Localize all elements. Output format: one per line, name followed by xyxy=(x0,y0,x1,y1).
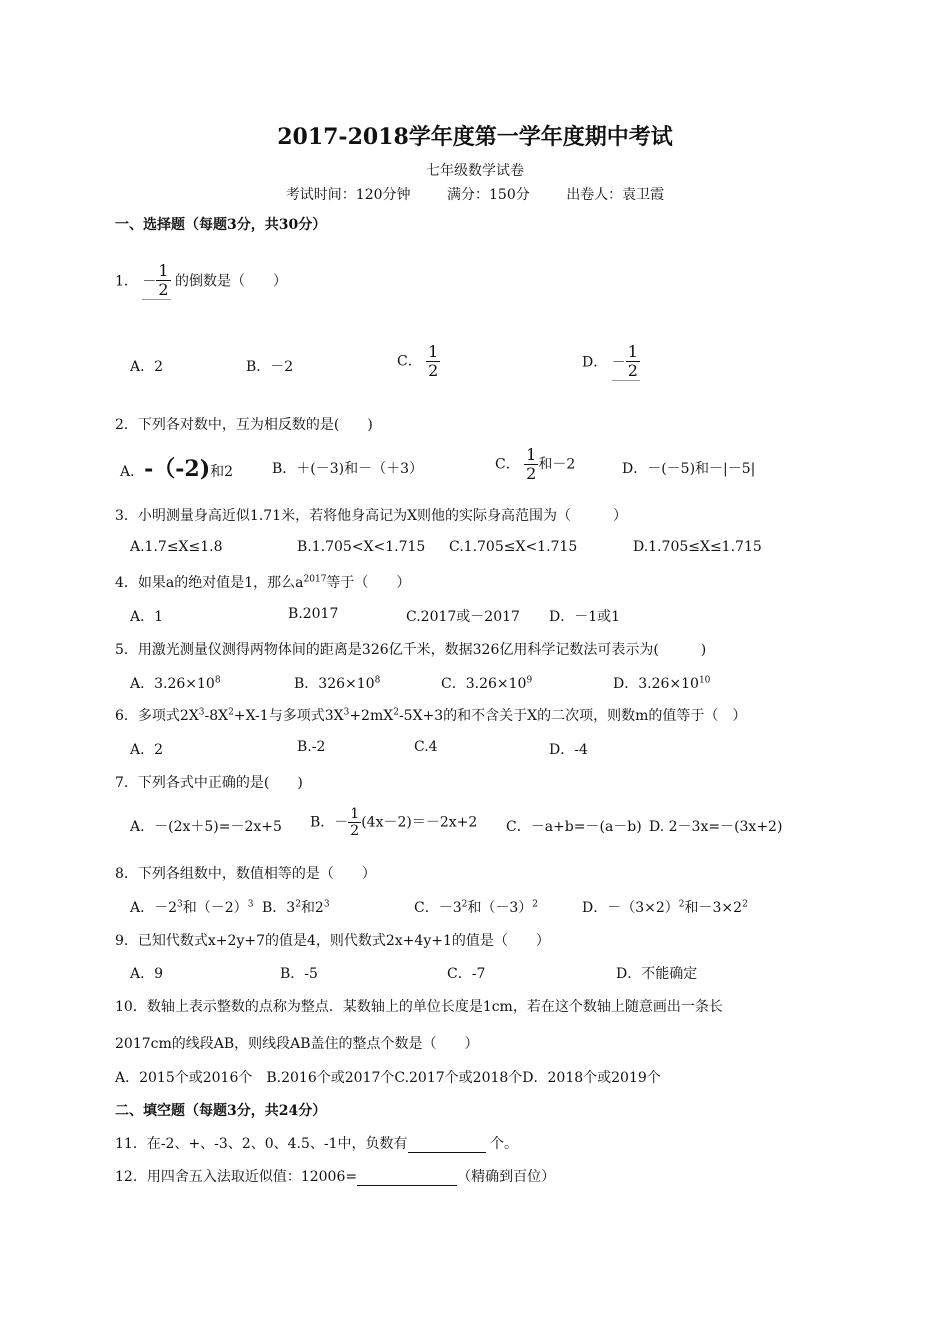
question-3-option-d: D.1.705≤X≤1.715 xyxy=(633,539,762,555)
fraction xyxy=(626,343,640,380)
question-text: +X-1与多项式3X xyxy=(233,708,344,724)
option-label: B．－ xyxy=(310,814,349,831)
question-8-option-d xyxy=(582,897,748,917)
fraction-numerator: 1 xyxy=(350,806,360,822)
exam-subtitle: 七年级数学试卷 xyxy=(426,163,524,179)
question-3-option-b: B.1.705<X<1.715 xyxy=(297,539,426,555)
question-7-option-d: D. 2－3x=－(3x+2) xyxy=(649,819,783,835)
option-text: C．3.26×10 xyxy=(441,676,527,692)
question-text: （精确到百位） xyxy=(457,1169,556,1185)
exponent: 2017 xyxy=(303,574,327,585)
option-text: 和（－3） xyxy=(467,900,533,916)
exponent: 9 xyxy=(526,675,533,686)
question-8-option-c xyxy=(414,897,538,917)
option-tail: 和－2 xyxy=(538,456,576,473)
question-1-text: 的倒数是（ ） xyxy=(175,273,288,290)
question-1-option-a: A．2 xyxy=(130,359,164,375)
option-tail: 和2 xyxy=(210,464,234,480)
fraction-denominator: 2 xyxy=(158,280,169,299)
fraction-group xyxy=(612,343,640,381)
question-11 xyxy=(115,1133,518,1153)
question-1-fraction xyxy=(142,262,170,300)
question-10-line-2: 2017cm的线段AB，则线段AB盖住的整点个数是（ ） xyxy=(115,1036,479,1052)
exponent: 3 xyxy=(323,899,330,910)
option-text: A．－2 xyxy=(130,900,178,916)
option-label: C． xyxy=(495,456,520,473)
fraction-denominator: 2 xyxy=(526,464,537,483)
fraction-numerator: 1 xyxy=(526,445,537,464)
question-4-option-a: A．1 xyxy=(130,609,164,625)
question-7-option-a: A．－(2x＋5)=－2x+5 xyxy=(130,819,282,835)
fraction xyxy=(156,262,170,299)
question-1-number: 1． xyxy=(115,273,138,290)
question-4-option-c: C.2017或－2017 xyxy=(406,609,520,625)
question-text: 个。 xyxy=(485,1136,518,1152)
option-text: 和2 xyxy=(300,900,324,916)
question-text: -8X xyxy=(204,708,229,724)
question-2-option-c xyxy=(495,446,575,483)
question-text: 等于（ ） xyxy=(326,575,411,591)
question-7-option-c: C．－a+b=－(a－b) xyxy=(506,819,642,835)
exponent: 2 xyxy=(295,899,301,910)
exponent: 2 xyxy=(678,899,685,910)
exponent: 2 xyxy=(461,899,468,910)
question-text: 11．在-2、+、-3、2、0、4.5、-1中，负数有 xyxy=(115,1136,408,1152)
exponent: 3 xyxy=(177,899,183,910)
question-5: 5．用激光测量仪测得两物体间的距离是326亿千米，数据326亿用科学记数法可表示为( ) xyxy=(115,642,707,658)
question-1 xyxy=(115,262,287,300)
option-text: C．－3 xyxy=(414,900,462,916)
section-heading-fill: 二、填空题（每题3分，共24分） xyxy=(115,1103,327,1119)
option-text: B．3 xyxy=(262,900,296,916)
question-9-option-c: C．-7 xyxy=(447,966,486,982)
fraction-sign: － xyxy=(611,354,626,371)
exam-time: 考试时间：120分钟 xyxy=(285,187,411,203)
exam-title: 2017-2018学年度第一学年度期中考试 xyxy=(277,124,673,150)
option-text: B．326×10 xyxy=(294,676,375,692)
exponent: 2 xyxy=(228,707,234,718)
question-4-option-b: B.2017 xyxy=(288,606,339,622)
question-3-option-a: A.1.7≤X≤1.8 xyxy=(130,539,223,555)
option-expression: -（-2) xyxy=(144,456,211,482)
question-10-line-1: 10．数轴上表示整数的点称为整点．某数轴上的单位长度是1cm，若在这个数轴上随意画出一条长 xyxy=(115,999,723,1015)
question-4-option-d: D．－1或1 xyxy=(549,609,621,625)
question-7-option-b xyxy=(310,806,477,839)
option-tail: (4x－2)＝－2x+2 xyxy=(361,814,478,831)
exponent: 3 xyxy=(198,707,205,718)
fraction-numerator: 1 xyxy=(428,342,439,361)
option-label: A． xyxy=(120,464,145,480)
exponent: 2 xyxy=(742,899,748,910)
question-6-option-b: B.-2 xyxy=(297,739,326,755)
option-text: D．3.26×10 xyxy=(613,676,699,692)
question-6-option-a: A．2 xyxy=(130,742,164,758)
exponent: 8 xyxy=(374,675,381,686)
exam-score: 满分：150分 xyxy=(447,187,530,203)
question-6-option-d: D．-4 xyxy=(549,742,588,758)
question-text: -5X+3的和不含关于X的二次项，则数m的值等于（ ） xyxy=(398,708,747,724)
question-5-option-a xyxy=(130,673,221,693)
fraction-numerator: 1 xyxy=(158,261,169,280)
option-text: D．－（3×2） xyxy=(582,900,679,916)
exponent: 3 xyxy=(343,707,350,718)
question-10-options: A．2015个或2016个 B.2016个或2017个C.2017个或2018个D．2018个或2019个 xyxy=(115,1070,661,1086)
answer-blank[interactable] xyxy=(357,1169,457,1186)
question-text: 6．多项式2X xyxy=(115,708,199,724)
fraction-denominator: 2 xyxy=(627,361,638,380)
option-label: D． xyxy=(582,354,608,371)
question-text: 12．用四舍五入法取近似值：12006= xyxy=(115,1169,358,1185)
question-text: +2mX xyxy=(349,708,394,724)
question-7: 7．下列各式中正确的是( ) xyxy=(115,775,303,791)
question-9-option-a: A．9 xyxy=(130,966,164,982)
fraction xyxy=(524,446,538,483)
exponent: 2 xyxy=(532,899,539,910)
question-1-option-b: B．－2 xyxy=(246,359,294,375)
exponent: 8 xyxy=(214,675,221,686)
question-2-option-d: D．－(－5)和－|－5| xyxy=(622,461,756,477)
section-heading-choice: 一、选择题（每题3分，共30分） xyxy=(115,217,327,233)
fraction-denominator: 2 xyxy=(350,823,360,839)
question-3: 3．小明测量身高近似1.71米，若将他身高记为X则他的实际身高范围为（ ） xyxy=(115,508,628,524)
fraction-denominator: 2 xyxy=(428,361,439,380)
option-text: A．3.26×10 xyxy=(130,676,215,692)
question-8-option-b xyxy=(262,897,330,917)
answer-blank[interactable] xyxy=(408,1136,486,1153)
question-6 xyxy=(115,705,746,725)
question-12 xyxy=(115,1166,555,1186)
fraction xyxy=(348,806,361,839)
question-5-option-d xyxy=(613,673,710,693)
question-3-option-c: C.1.705≤X<1.715 xyxy=(449,539,578,555)
question-9: 9．已知代数式x+2y+7的值是4，则代数式2x+4y+1的值是（ ） xyxy=(115,933,550,949)
exam-author: 出卷人：袁卫霞 xyxy=(566,187,665,203)
question-8: 8．下列各组数中，数值相等的是（ ） xyxy=(115,866,376,882)
fraction-numerator: 1 xyxy=(627,342,638,361)
option-text: 和－3×2 xyxy=(684,900,743,916)
fraction-sign: － xyxy=(142,273,157,290)
question-9-option-b: B．-5 xyxy=(280,966,318,982)
option-text: 和（－2） xyxy=(182,900,248,916)
question-2-option-b: B．＋(－3)和－（＋3） xyxy=(272,461,424,477)
question-2-option-a xyxy=(120,452,233,483)
fraction xyxy=(426,343,440,380)
exam-meta xyxy=(0,184,950,204)
exponent: 2 xyxy=(393,707,399,718)
option-label: C． xyxy=(397,353,422,370)
question-8-option-a xyxy=(130,897,253,917)
exponent: 10 xyxy=(698,675,711,686)
question-5-option-b xyxy=(294,673,380,693)
question-text: 4．如果a的绝对值是1，那么a xyxy=(115,575,304,591)
exponent: 3 xyxy=(247,899,254,910)
question-9-option-d: D．不能确定 xyxy=(616,966,698,982)
question-6-option-c: C.4 xyxy=(414,739,438,755)
question-2: 2．下列各对数中，互为相反数的是( ) xyxy=(115,417,373,433)
question-4 xyxy=(115,572,410,592)
question-1-option-c xyxy=(397,343,440,380)
question-5-option-c xyxy=(441,673,532,693)
question-1-option-d xyxy=(582,343,640,381)
